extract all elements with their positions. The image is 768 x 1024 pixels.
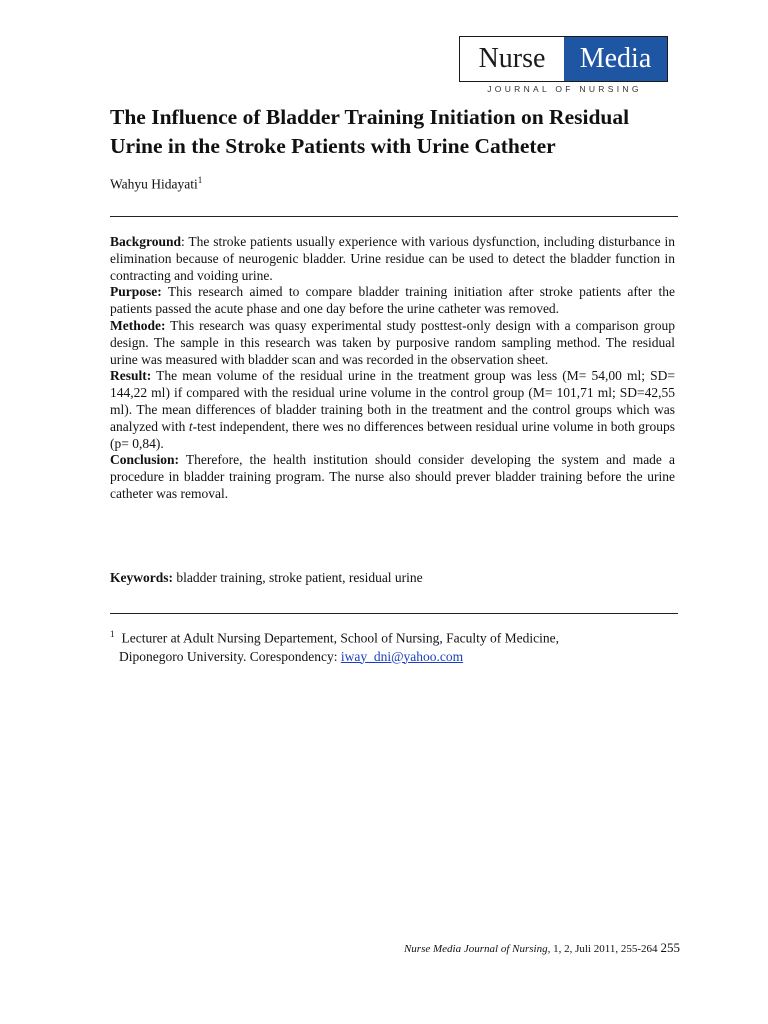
logo-word-media: Media — [564, 37, 667, 81]
email-link[interactable]: iway_dni@yahoo.com — [340, 648, 464, 664]
author-line — [110, 175, 202, 193]
footer-citation: 1, 2, Juli 2011, 255-264 — [550, 943, 658, 955]
purpose-label: Purpose: — [110, 284, 162, 300]
page-footer — [404, 940, 680, 956]
page-number: 255 — [660, 940, 680, 955]
footnote-line2-prefix: Diponegoro University. Corespondency: — [119, 648, 341, 664]
purpose-text: This research aimed to compare bladder training initiation after stroke patients after the patients passed the acute phase and one day before the urine catheter was removed. — [110, 284, 675, 317]
conclusion-label: Conclusion: — [110, 452, 180, 468]
result-italic-t: t — [188, 418, 193, 434]
keywords — [110, 569, 675, 586]
journal-logo — [459, 36, 670, 94]
background-text: : The stroke patients usually experience with various dysfunction, including disturbance in elimination because of neurogenic bladder. Urine residue can be used to detect the bladder function in contracting and voiding urine. — [110, 234, 675, 283]
author-name: Wahyu Hidayati — [110, 176, 198, 192]
result-text-2: -test independent, there wes no differences between residual urine volume in both groups (p= 0,84). — [110, 418, 675, 451]
abstract-method — [110, 318, 675, 368]
logo-word-nurse: Nurse — [460, 37, 564, 81]
abstract-purpose — [110, 284, 675, 318]
result-text-1: The mean volume of the residual urine in the treatment group was less (M= 54,00 ml; SD= 144,22 ml) if compared with the residual urine volume in the control group (M= 101,71 ml; SD=42,55 ml). The mean differences of bladder training both in the treatment and the control groups which was analyzed with — [110, 368, 675, 434]
abstract-result — [110, 368, 675, 452]
footer-journal: Nurse Media Journal of Nursing, — [403, 943, 551, 955]
keywords-label: Keywords: — [110, 570, 173, 585]
background-label: Background — [110, 234, 182, 249]
keywords-text: bladder training, stroke patient, residual urine — [173, 570, 423, 585]
footnote — [110, 625, 675, 666]
footnote-mark: 1 — [110, 629, 115, 639]
top-divider — [110, 216, 678, 217]
logo-box — [459, 36, 668, 82]
method-text: This research was quasy experimental study posttest-only design with a comparison group design. The sample in this research was taken by purposive random sampling method. The residual urine was measured with bladder scan and was recorded in the observation sheet. — [110, 317, 675, 367]
conclusion-text: Therefore, the health institution should consider developing the system and made a procedure in bladder training program. The nurse also should prever bladder training before the urine catheter was removal. — [110, 452, 675, 501]
result-label: Result: — [110, 368, 152, 384]
abstract-conclusion — [110, 452, 675, 502]
footnote-line1: Lecturer at Adult Nursing Departement, School of Nursing, Faculty of Medicine, — [121, 630, 560, 646]
footnote-line2 — [110, 648, 675, 666]
abstract — [110, 234, 675, 503]
abstract-background — [110, 234, 675, 284]
paper-title: The Influence of Bladder Training Initiation on Residual Urine in the Stroke Patients with Urine Catheter — [110, 105, 630, 158]
method-label: Methode: — [110, 317, 166, 333]
footnote-divider — [110, 613, 678, 614]
logo-subtitle: JOURNAL OF NURSING — [487, 84, 642, 94]
author-affiliation-mark: 1 — [197, 175, 203, 185]
